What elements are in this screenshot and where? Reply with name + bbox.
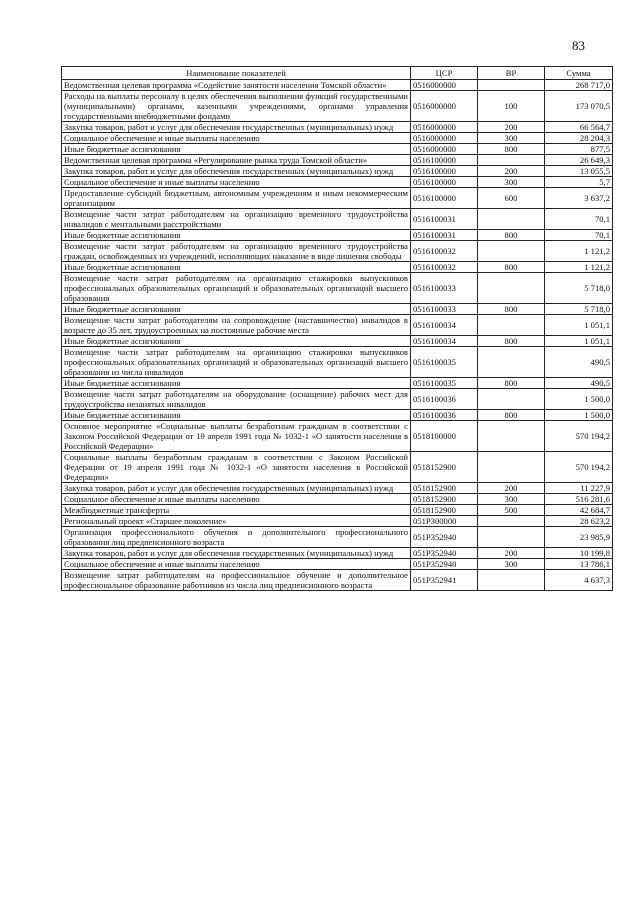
cell-vr	[478, 452, 545, 483]
cell-name: Социальные выплаты безработным гражданам в соответствии с Законом Российской Федерации от 19 апреля 1991 года № 1032-1 «О занятости населения в Российской Федерации»	[62, 452, 411, 483]
cell-sum: 1 051,1	[545, 315, 613, 336]
cell-sum: 10 199,8	[545, 548, 613, 559]
table-row	[62, 144, 613, 155]
cell-sum: 5 718,0	[545, 304, 613, 315]
cell-vr	[478, 155, 545, 166]
cell-csr: 0518152900	[411, 494, 478, 505]
cell-sum: 11 227,9	[545, 483, 613, 494]
cell-sum: 516 281,6	[545, 494, 613, 505]
cell-sum: 23 985,9	[545, 527, 613, 548]
cell-csr: 0516100034	[411, 336, 478, 347]
table-row	[62, 188, 613, 209]
cell-name: Региональный проект «Старшее поколение»	[62, 516, 411, 527]
table-header-row	[62, 67, 613, 80]
cell-sum: 70,1	[545, 209, 613, 230]
cell-vr: 200	[478, 483, 545, 494]
cell-vr	[478, 241, 545, 262]
cell-name: Возмещение части затрат работодателям на организацию временного трудоустройства инвалидов с ментальными расстройствами	[62, 209, 411, 230]
cell-name: Основное мероприятие «Социальные выплаты безработным гражданам в соответствии с Законом Российской Федерации от 19 апреля 1991 года № 1032-1 «О занятости населения в Российской Федерации»	[62, 421, 411, 452]
cell-name: Закупка товаров, работ и услуг для обеспечения государственных (муниципальных) нужд	[62, 483, 411, 494]
table-row	[62, 273, 613, 304]
table-row	[62, 378, 613, 389]
cell-csr: 0516100000	[411, 166, 478, 177]
cell-name: Возмещение части затрат работодателям на организацию временного трудоустройства граждан, освобожденных из учреждений, исполняющих наказание в виде лишения свободы	[62, 241, 411, 262]
cell-name: Социальное обеспечение и иные выплаты населению	[62, 177, 411, 188]
cell-vr: 100	[478, 91, 545, 122]
cell-csr: 0516000000	[411, 133, 478, 144]
cell-vr: 800	[478, 336, 545, 347]
cell-sum: 13 055,5	[545, 166, 613, 177]
cell-name: Иные бюджетные ассигнования	[62, 410, 411, 421]
cell-csr: 051P352940	[411, 559, 478, 570]
cell-csr: 051P352940	[411, 527, 478, 548]
table-row	[62, 548, 613, 559]
cell-sum: 3 637,2	[545, 188, 613, 209]
cell-vr: 200	[478, 122, 545, 133]
cell-vr: 300	[478, 177, 545, 188]
cell-sum: 570 194,2	[545, 421, 613, 452]
cell-vr: 300	[478, 133, 545, 144]
table-row	[62, 80, 613, 91]
cell-vr	[478, 315, 545, 336]
cell-csr: 0516100033	[411, 304, 478, 315]
cell-csr: 0516100000	[411, 188, 478, 209]
table-row	[62, 452, 613, 483]
cell-sum: 1 500,0	[545, 410, 613, 421]
cell-sum: 490,5	[545, 347, 613, 378]
cell-name: Иные бюджетные ассигнования	[62, 378, 411, 389]
cell-csr: 0516100000	[411, 155, 478, 166]
cell-csr: 051P352940	[411, 548, 478, 559]
table-row	[62, 494, 613, 505]
cell-name: Ведомственная целевая программа «Содействие занятости населения Томской области»	[62, 80, 411, 91]
cell-sum: 28 204,3	[545, 133, 613, 144]
table-row	[62, 389, 613, 410]
cell-vr: 200	[478, 548, 545, 559]
cell-sum: 490,5	[545, 378, 613, 389]
cell-vr	[478, 80, 545, 91]
table-row	[62, 230, 613, 241]
cell-vr: 800	[478, 144, 545, 155]
table-row	[62, 133, 613, 144]
cell-vr: 600	[478, 188, 545, 209]
cell-csr: 0516100034	[411, 315, 478, 336]
table-row	[62, 505, 613, 516]
cell-name: Ведомственная целевая программа «Регулирование рынка труда Томской области»	[62, 155, 411, 166]
cell-sum: 1 121,2	[545, 241, 613, 262]
table-row	[62, 483, 613, 494]
cell-name: Возмещение части затрат работодателям на организацию стажировки выпускников профессиональных образовательных организаций и образовательных организаций высшего образования из числа инвалидов	[62, 347, 411, 378]
cell-name: Социальное обеспечение и иные выплаты населению	[62, 494, 411, 505]
table-row	[62, 559, 613, 570]
cell-csr: 0516100032	[411, 262, 478, 273]
cell-csr: 0518100000	[411, 421, 478, 452]
table-row	[62, 336, 613, 347]
cell-sum: 268 717,0	[545, 80, 613, 91]
table-row	[62, 347, 613, 378]
table-row	[62, 155, 613, 166]
cell-sum: 1 051,1	[545, 336, 613, 347]
cell-csr: 0516100035	[411, 378, 478, 389]
cell-csr: 0516000000	[411, 80, 478, 91]
table-row	[62, 570, 613, 591]
cell-sum: 1 500,0	[545, 389, 613, 410]
cell-csr: 0518152900	[411, 483, 478, 494]
cell-name: Иные бюджетные ассигнования	[62, 144, 411, 155]
table-row	[62, 166, 613, 177]
cell-name: Закупка товаров, работ и услуг для обеспечения государственных (муниципальных) нужд	[62, 122, 411, 133]
cell-name: Межбюджетные трансферты	[62, 505, 411, 516]
cell-vr: 500	[478, 505, 545, 516]
cell-name: Закупка товаров, работ и услуг для обеспечения государственных (муниципальных) нужд	[62, 166, 411, 177]
cell-name: Возмещение части затрат работодателям на сопровождение (наставничество) инвалидов в возрасте до 35 лет, трудоустроенных на постоянные рабочие места	[62, 315, 411, 336]
table-row	[62, 304, 613, 315]
cell-sum: 28 623,2	[545, 516, 613, 527]
cell-name: Закупка товаров, работ и услуг для обеспечения государственных (муниципальных) нужд	[62, 548, 411, 559]
cell-vr	[478, 570, 545, 591]
cell-vr: 800	[478, 262, 545, 273]
cell-vr	[478, 209, 545, 230]
cell-name: Предоставление субсидий бюджетным, автономным учреждениям и иным некоммерческим организациям	[62, 188, 411, 209]
cell-csr: 0518152900	[411, 505, 478, 516]
cell-vr: 300	[478, 494, 545, 505]
cell-vr	[478, 527, 545, 548]
cell-csr: 0516000000	[411, 122, 478, 133]
table-row	[62, 122, 613, 133]
cell-name: Возмещение части затрат работодателям на оборудование (оснащение) рабочих мест для трудоустройства незанятых инвалидов	[62, 389, 411, 410]
cell-sum: 13 786,1	[545, 559, 613, 570]
cell-name: Иные бюджетные ассигнования	[62, 262, 411, 273]
cell-vr: 800	[478, 410, 545, 421]
header-name: Наименование показателей	[62, 67, 411, 80]
cell-sum: 70,1	[545, 230, 613, 241]
cell-vr	[478, 389, 545, 410]
budget-table	[61, 66, 613, 591]
cell-name: Социальное обеспечение и иные выплаты населению	[62, 133, 411, 144]
cell-sum: 5,7	[545, 177, 613, 188]
page-number: 83	[572, 38, 585, 53]
cell-sum: 173 070,5	[545, 91, 613, 122]
cell-name: Иные бюджетные ассигнования	[62, 336, 411, 347]
cell-csr: 0516100036	[411, 389, 478, 410]
table-row	[62, 527, 613, 548]
cell-csr: 0516100036	[411, 410, 478, 421]
cell-vr	[478, 516, 545, 527]
table-row	[62, 91, 613, 122]
cell-sum: 5 718,0	[545, 273, 613, 304]
cell-csr: 0516100035	[411, 347, 478, 378]
cell-name: Социальное обеспечение и иные выплаты населению	[62, 559, 411, 570]
cell-sum: 42 684,7	[545, 505, 613, 516]
cell-sum: 4 637,3	[545, 570, 613, 591]
cell-vr	[478, 273, 545, 304]
table-row	[62, 421, 613, 452]
cell-csr: 051P352941	[411, 570, 478, 591]
cell-vr: 200	[478, 166, 545, 177]
table-row	[62, 262, 613, 273]
cell-name: Возмещение части затрат работодателям на организацию стажировки выпускников профессиональных образовательных организаций и образовательных организаций высшего образования	[62, 273, 411, 304]
cell-csr: 0516100000	[411, 177, 478, 188]
cell-name: Иные бюджетные ассигнования	[62, 230, 411, 241]
cell-name: Организация профессионального обучения и дополнительного профессионального образования лиц предпенсионного возраста	[62, 527, 411, 548]
cell-csr: 0518152900	[411, 452, 478, 483]
table-row	[62, 315, 613, 336]
cell-vr: 800	[478, 378, 545, 389]
cell-vr: 300	[478, 559, 545, 570]
cell-vr	[478, 421, 545, 452]
table-row	[62, 209, 613, 230]
table-row	[62, 516, 613, 527]
cell-sum: 26 649,3	[545, 155, 613, 166]
cell-name: Возмещение затрат работодателям на профессиональное обучение и дополнительное профессиональное образование работников из числа лиц предпенсионного возраста	[62, 570, 411, 591]
cell-name: Расходы на выплаты персоналу в целях обеспечения выполнения функций государственными (муниципальными) органами, казенными учреждениями, органами управления государственными внебюджетными фондами	[62, 91, 411, 122]
cell-sum: 570 194,2	[545, 452, 613, 483]
cell-vr: 800	[478, 230, 545, 241]
cell-sum: 1 121,2	[545, 262, 613, 273]
cell-csr: 051P300000	[411, 516, 478, 527]
header-vr: ВР	[478, 67, 545, 80]
cell-csr: 0516000000	[411, 91, 478, 122]
cell-csr: 0516000000	[411, 144, 478, 155]
cell-csr: 0516100031	[411, 230, 478, 241]
table-row	[62, 410, 613, 421]
cell-vr	[478, 347, 545, 378]
cell-csr: 0516100031	[411, 209, 478, 230]
cell-sum: 877,5	[545, 144, 613, 155]
cell-sum: 66 564,7	[545, 122, 613, 133]
header-sum: Сумма	[545, 67, 613, 80]
cell-name: Иные бюджетные ассигнования	[62, 304, 411, 315]
cell-csr: 0516100032	[411, 241, 478, 262]
table-body	[62, 80, 613, 591]
cell-vr: 800	[478, 304, 545, 315]
table-row	[62, 241, 613, 262]
cell-csr: 0516100033	[411, 273, 478, 304]
header-csr: ЦСР	[411, 67, 478, 80]
table-row	[62, 177, 613, 188]
